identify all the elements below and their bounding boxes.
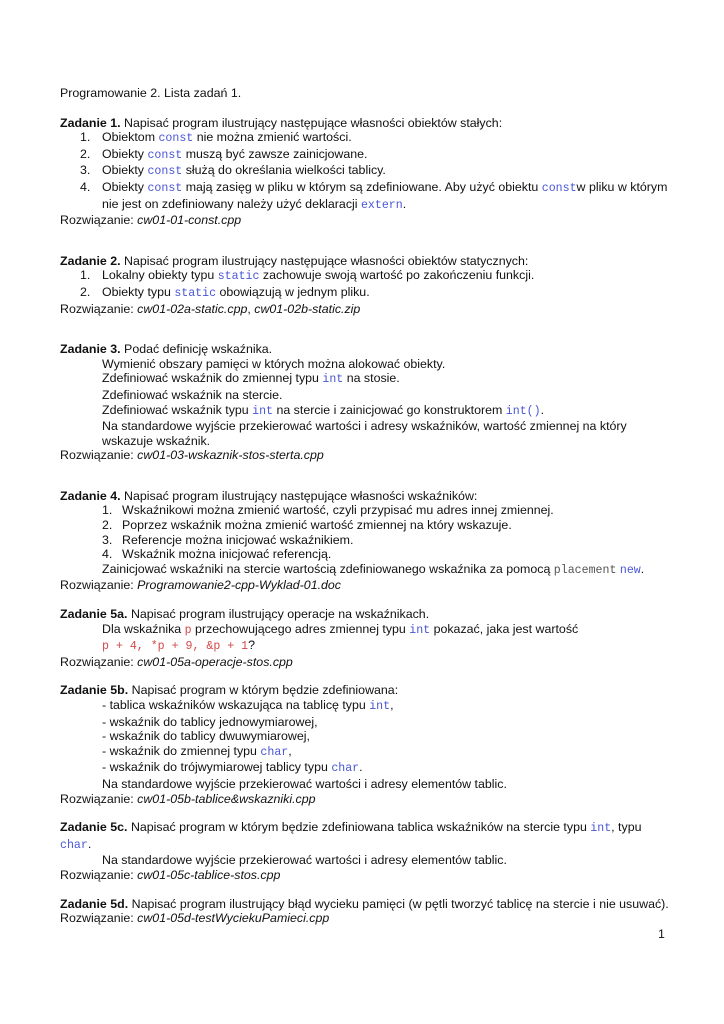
task-4-solution: Rozwiązanie: Programowanie2-cpp-Wyklad-01.doc <box>60 578 342 593</box>
list-item: 4. Wskaźnik można inicjować referencją. <box>102 547 332 562</box>
task-5b-line: - tablica wskaźników wskazująca na tablicę typu int, <box>102 698 394 713</box>
task-5a <box>60 607 670 669</box>
task-3-solution: Rozwiązanie: cw01-03-wskaznik-stos-sterta.cpp <box>60 448 324 463</box>
task-5c-heading: Zadanie 5c. Napisać program w którym będzie zdefiniowana tablica wskaźników na stercie typu int, typu char. <box>60 820 642 852</box>
task-5b-line: - wskaźnik do trójwymiarowej tablicy typu char. <box>102 760 363 776</box>
list-item: 3. Obiekty const służą do określania wielkości tablicy. <box>80 163 386 179</box>
document-title: Programowanie 2. Lista zadań 1. <box>60 86 242 100</box>
task-2-list <box>60 268 670 301</box>
task-5b <box>60 683 670 806</box>
task-3-line: Wymienić obszary pamięci w których można alokować obiekty. <box>102 356 446 371</box>
task-5d <box>60 897 670 926</box>
list-item: 2. Poprzez wskaźnik można zmienić wartość zmiennej na który wskazuje. <box>102 518 512 533</box>
task-5b-heading: Zadanie 5b. Napisać program w którym będzie zdefiniowana: <box>60 683 399 698</box>
task-4-heading: Zadanie 4. Napisać program ilustrujący następujące własności wskaźników: <box>60 488 478 503</box>
list-item: 3. Referencje można inicjować wskaźnikiem. <box>102 532 354 547</box>
task-1-solution: Rozwiązanie: cw01-01-const.cpp <box>60 213 242 228</box>
task-5a-heading: Zadanie 5a. Napisać program ilustrujący operacje na wskaźnikach. <box>60 607 430 622</box>
task-5b-line: - wskaźnik do tablicy dwuwymiarowej, <box>102 729 310 744</box>
task-2-heading: Zadanie 2. Napisać program ilustrujący następujące własności obiektów statycznych: <box>60 253 529 268</box>
task-3-line: Zdefiniować wskaźnik na stercie. <box>102 387 283 402</box>
task-1 <box>60 116 670 228</box>
task-5b-line: - wskaźnik do zmiennej typu char, <box>102 743 292 759</box>
document-page <box>60 86 670 940</box>
list-item: 1. Obiektom const nie można zmienić wartości. <box>80 130 352 146</box>
task-5a-line: p + 4, *p + 9, &p + 1? <box>102 638 256 654</box>
task-1-heading: Zadanie 1. Napisać program ilustrujący następujące własności obiektów stałych: <box>60 115 503 130</box>
task-4-line: Zainicjować wskaźniki na stercie wartością zdefiniowanego wskaźnika za pomocą placement new. <box>102 561 645 577</box>
task-4 <box>60 489 670 593</box>
list-item: 2. Obiekty const muszą być zawsze zainicjowane. <box>80 146 368 162</box>
task-1-list <box>60 130 670 213</box>
task-2 <box>60 254 670 316</box>
task-5d-solution: Rozwiązanie: cw01-05d-testWyciekuPamieci.cpp <box>60 911 330 926</box>
task-5d-heading: Zadanie 5d. Napisać program ilustrujący błąd wycieku pamięci (w pętli tworzyć tablicę na stercie i nie usuwać). <box>60 896 669 911</box>
task-3-heading: Zadanie 3. Podać definicję wskaźnika. <box>60 342 273 357</box>
task-5b-solution: Rozwiązanie: cw01-05b-tablice&wskazniki.cpp <box>60 791 316 806</box>
task-3-line: Zdefiniować wskaźnik do zmiennej typu int na stosie. <box>102 371 400 387</box>
task-3-line: Na standardowe wyjście przekierować wartości i adresy wskaźników, wartość zmiennej na który wskazuje wskaźnik. <box>102 419 627 448</box>
task-3-line: Zdefiniować wskaźnik typu int na stercie i zainicjować go konstruktorem int(). <box>102 402 545 418</box>
task-5b-line: - wskaźnik do tablicy jednowymiarowej, <box>102 714 318 729</box>
list-item: 1. Lokalny obiekty typu static zachowuje swoją wartość po zakończeniu funkcji. <box>80 268 535 284</box>
task-5b-line: Na standardowe wyjście przekierować wartości i adresy elementów tablic. <box>102 776 507 791</box>
task-4-list <box>60 503 670 561</box>
task-5c-line: Na standardowe wyjście przekierować wartości i adresy elementów tablic. <box>102 853 507 868</box>
list-item: 1. Wskaźnikowi można zmienić wartość, czyli przypisać mu adres innej zmiennej. <box>102 503 554 518</box>
list-item: 4. Obiekty const mają zasięg w pliku w którym są zdefiniowane. Aby użyć obiektu constw pliku w którym nie jest on zdefiniowany należy użyć deklaracji extern. <box>80 179 668 212</box>
task-2-solution: Rozwiązanie: cw01-02a-static.cpp, cw01-02b-static.zip <box>60 301 361 316</box>
task-5a-line: Dla wskaźnika p przechowującego adres zmiennej typu int pokazać, jaka jest wartość <box>102 621 579 637</box>
task-5c-solution: Rozwiązanie: cw01-05c-tablice-stos.cpp <box>60 867 281 882</box>
list-item: 2. Obiekty typu static obowiązują w jednym pliku. <box>80 284 370 300</box>
task-5c <box>60 820 670 882</box>
task-5a-solution: Rozwiązanie: cw01-05a-operacje-stos.cpp <box>60 654 293 669</box>
page-number: 1 <box>658 927 665 941</box>
task-3 <box>60 342 670 463</box>
